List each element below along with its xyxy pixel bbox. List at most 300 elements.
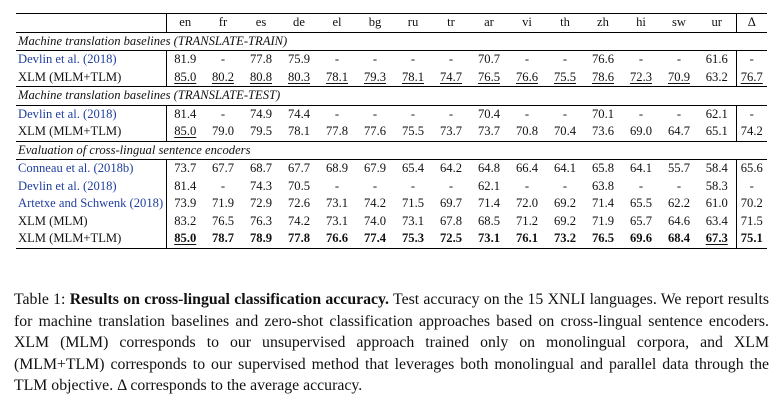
cell-value: 65.7 [629, 213, 653, 228]
cell-value: 76.3 [249, 213, 273, 228]
table-cell [508, 230, 546, 248]
table-cell [318, 51, 356, 69]
cell-value: 69.6 [629, 231, 653, 245]
cell-value: 55.7 [667, 161, 691, 175]
table-cell [204, 51, 242, 69]
cell-value: 73.6 [591, 124, 615, 138]
table-cell [432, 69, 470, 87]
cell-value: 65.1 [705, 124, 728, 138]
cell-value: - [562, 106, 568, 121]
cell-value: 65.4 [401, 161, 425, 175]
cell-value: 65.8 [591, 161, 615, 175]
column-header: th [546, 14, 584, 33]
table-row [16, 213, 767, 231]
table-cell [622, 195, 660, 213]
cell-value: 70.9 [667, 69, 691, 84]
cell-value: 70.4 [477, 106, 501, 121]
table-cell [584, 160, 622, 178]
cell-value: - [638, 52, 644, 66]
table-row [16, 230, 767, 248]
table-cell [242, 195, 280, 213]
cell-value: - [524, 52, 530, 66]
cell-value: 70.8 [515, 124, 539, 138]
cell-value: - [562, 52, 568, 66]
table-cell [736, 195, 767, 213]
table-cell [508, 51, 546, 69]
table-cell [204, 178, 242, 196]
table-cell [394, 51, 432, 69]
table-cell [698, 51, 736, 69]
table-cell [660, 195, 698, 213]
table-cell [622, 230, 660, 248]
table-cell [546, 123, 584, 141]
cell-value: 77.8 [287, 231, 311, 245]
cell-value: 81.4 [174, 106, 197, 121]
table-cell [622, 69, 660, 87]
section-header-row [16, 87, 767, 106]
table-cell [508, 69, 546, 87]
cell-value: 73.1 [477, 231, 501, 245]
table-caption [14, 289, 769, 397]
table-cell [660, 230, 698, 248]
table-cell [736, 213, 767, 231]
cell-value: 74.2 [363, 196, 387, 210]
cell-value: 75.5 [401, 124, 425, 138]
cell-value: 70.4 [553, 124, 577, 138]
table-cell [318, 230, 356, 248]
table-cell [204, 213, 242, 231]
column-header: es [242, 14, 280, 33]
table-cell [584, 213, 622, 231]
cell-value: 80.8 [249, 69, 273, 84]
table-cell [356, 213, 394, 231]
citation-link[interactable]: Devlin et al. (2018) [18, 178, 117, 193]
cell-value: - [220, 106, 226, 121]
table-cell [546, 51, 584, 69]
table-cell [736, 69, 767, 87]
table-cell [660, 123, 698, 141]
table-cell [242, 230, 280, 248]
cell-value: 68.9 [325, 161, 349, 175]
table-cell [622, 105, 660, 123]
cell-value: - [524, 178, 530, 193]
cell-value: 80.2 [211, 69, 235, 84]
table-cell [470, 51, 508, 69]
cell-value: 71.5 [740, 213, 763, 228]
table-cell [356, 195, 394, 213]
cell-value: 72.3 [629, 69, 653, 84]
table-cell [736, 160, 767, 178]
table-cell [546, 178, 584, 196]
cell-value: - [448, 178, 454, 193]
cell-value: - [410, 106, 416, 121]
cell-value: 76.1 [515, 231, 539, 245]
table-cell [584, 195, 622, 213]
cell-value: 70.7 [477, 52, 501, 66]
section-title: Machine translation baselines (TRANSLATE-TEST) [16, 87, 767, 106]
cell-value: 77.6 [363, 124, 387, 138]
table-cell [204, 105, 242, 123]
cell-value: - [334, 106, 340, 121]
table-cell [660, 69, 698, 87]
cell-value: 78.7 [211, 231, 235, 245]
cell-value: 76.5 [211, 213, 235, 228]
cell-value: 71.4 [591, 196, 615, 210]
cell-value: - [676, 52, 682, 66]
column-header: de [280, 14, 318, 33]
cell-value: 67.7 [211, 161, 235, 175]
table-cell [242, 51, 280, 69]
table-cell [432, 123, 470, 141]
table-cell [470, 69, 508, 87]
cell-value: 79.0 [211, 124, 235, 138]
citation-link[interactable]: Devlin et al. (2018) [18, 52, 117, 66]
cell-value: 73.2 [553, 231, 577, 245]
cell-value: 76.6 [515, 69, 539, 84]
column-header: ar [470, 14, 508, 33]
cell-value: 67.7 [287, 161, 311, 175]
cell-value: 62.1 [705, 106, 728, 121]
cell-value: - [334, 52, 340, 66]
table-cell [318, 105, 356, 123]
cell-value: 64.1 [553, 161, 577, 175]
table-cell [546, 230, 584, 248]
table-cell [584, 230, 622, 248]
caption-body: Test accuracy on the 15 XNLI languages. We report results for machine translation baselines and zero-shot classification approaches based on cross-lingual sentence encoders. XLM (MLM) corresponds to our unsupervised approach trained only on monolingual corpora, and XLM (MLM+TLM) corresponds to our supervised method that leverages both monolingual and parallel data through the TLM objective. Δ corresponds to the average accuracy. [14, 291, 770, 395]
citation-link[interactable]: Devlin et al. (2018) [18, 106, 117, 121]
cell-value: - [676, 178, 682, 193]
cell-value: 78.6 [591, 69, 615, 84]
cell-value: 85.0 [174, 231, 197, 245]
results-table [16, 13, 767, 249]
cell-value: 64.7 [667, 124, 691, 138]
table-cell [280, 230, 318, 248]
table-cell [166, 160, 204, 178]
table-cell [318, 123, 356, 141]
table-cell [584, 123, 622, 141]
cell-value: - [372, 178, 378, 193]
cell-value: 77.8 [249, 52, 273, 66]
cell-value: 75.9 [287, 52, 311, 66]
table-cell [736, 51, 767, 69]
table-cell [356, 51, 394, 69]
table-cell [242, 160, 280, 178]
table-cell [280, 105, 318, 123]
table-cell [584, 51, 622, 69]
table-cell [508, 123, 546, 141]
column-header: fr [204, 14, 242, 33]
table-cell [356, 160, 394, 178]
cell-value: - [220, 178, 226, 193]
citation-link[interactable]: Artetxe and Schwenk (2018) [18, 196, 164, 210]
column-header: hi [622, 14, 660, 33]
method-name: XLM (MLM) [18, 213, 88, 228]
cell-value: 78.1 [287, 124, 311, 138]
cell-value: - [410, 52, 416, 66]
cell-value: 63.2 [705, 69, 728, 84]
table-cell [622, 51, 660, 69]
table-cell [166, 213, 204, 231]
cell-value: - [638, 178, 644, 193]
table-cell [356, 69, 394, 87]
table-cell [660, 160, 698, 178]
column-header: vi [508, 14, 546, 33]
table-cell [166, 123, 204, 141]
cell-value: 71.5 [401, 196, 425, 210]
table-cell [546, 105, 584, 123]
table-cell [318, 178, 356, 196]
cell-value: 73.7 [477, 124, 501, 138]
table-cell [698, 123, 736, 141]
section-title: Evaluation of cross-lingual sentence encoders [16, 141, 767, 160]
table-cell [622, 178, 660, 196]
table-cell [546, 160, 584, 178]
table-cell [166, 69, 204, 87]
section-title: Machine translation baselines (TRANSLATE-TRAIN) [16, 32, 767, 51]
table-cell [356, 230, 394, 248]
cell-value: 67.3 [705, 231, 728, 245]
cell-value: - [372, 106, 378, 121]
cell-value: - [676, 106, 682, 121]
table-cell [736, 230, 767, 248]
method-name: XLM (MLM+TLM) [16, 230, 166, 248]
table-cell [470, 230, 508, 248]
cell-value: 74.4 [287, 106, 311, 121]
table-body [16, 32, 767, 248]
cell-value: 66.4 [515, 161, 539, 175]
cell-value: 68.5 [477, 213, 501, 228]
column-header: sw [660, 14, 698, 33]
table-cell [280, 178, 318, 196]
cell-value: - [448, 106, 454, 121]
column-header: el [318, 14, 356, 33]
table-cell [318, 195, 356, 213]
table-cell [432, 213, 470, 231]
cell-value: 68.4 [667, 231, 691, 245]
table-cell [242, 178, 280, 196]
table-cell [698, 69, 736, 87]
table-cell [166, 51, 204, 69]
cell-value: 69.2 [553, 196, 577, 210]
cell-value: 71.9 [591, 213, 615, 228]
cell-value: 64.8 [477, 161, 501, 175]
cell-value: 76.6 [325, 231, 349, 245]
cell-value: 71.2 [515, 213, 539, 228]
column-header: en [166, 14, 204, 33]
cell-value: 83.2 [174, 213, 197, 228]
cell-value: 85.0 [174, 69, 197, 84]
cell-value: 64.6 [667, 213, 691, 228]
table-row [16, 51, 767, 69]
table-cell [280, 213, 318, 231]
table-cell [242, 105, 280, 123]
column-header: zh [584, 14, 622, 33]
cell-value: 58.3 [705, 178, 728, 193]
cell-value: 75.3 [401, 231, 425, 245]
column-header: Δ [736, 14, 767, 33]
column-header: bg [356, 14, 394, 33]
table-cell [470, 178, 508, 196]
cell-value: 75.1 [740, 231, 763, 245]
table-cell [622, 213, 660, 231]
cell-value: 73.1 [325, 196, 349, 210]
cell-value: 74.9 [249, 106, 273, 121]
table-cell [204, 230, 242, 248]
header-row [16, 14, 767, 33]
table-cell [204, 195, 242, 213]
cell-value: 74.2 [287, 213, 311, 228]
table-cell [166, 195, 204, 213]
cell-value: 72.9 [249, 196, 273, 210]
table-cell [470, 213, 508, 231]
method-name: XLM (MLM+TLM) [18, 124, 122, 138]
cell-value: 73.9 [174, 196, 197, 210]
cell-value: 80.3 [287, 69, 311, 84]
cell-value: 73.1 [401, 213, 425, 228]
cell-value: 70.2 [740, 196, 763, 210]
table-cell [508, 178, 546, 196]
cell-value: 74.7 [439, 69, 463, 84]
table-cell [660, 178, 698, 196]
cell-value: - [749, 178, 754, 193]
table-cell [242, 213, 280, 231]
table-cell [280, 195, 318, 213]
section-header-row [16, 141, 767, 160]
table-cell [280, 123, 318, 141]
table-cell [318, 160, 356, 178]
caption-label: Table 1: [14, 291, 66, 308]
citation-link[interactable]: Conneau et al. (2018b) [18, 161, 134, 175]
cell-value: 73.7 [439, 124, 463, 138]
table-cell [166, 105, 204, 123]
cell-value: 64.2 [439, 161, 463, 175]
table-cell [394, 123, 432, 141]
cell-value: - [524, 106, 530, 121]
column-header: ru [394, 14, 432, 33]
cell-value: 79.5 [249, 124, 273, 138]
cell-value: 78.1 [401, 69, 425, 84]
column-header: ur [698, 14, 736, 33]
cell-value: 65.5 [629, 196, 653, 210]
table-cell [318, 213, 356, 231]
cell-value: 73.1 [325, 213, 349, 228]
cell-value: 72.6 [287, 196, 311, 210]
table-cell [280, 51, 318, 69]
table-cell [204, 160, 242, 178]
cell-value: 62.2 [667, 196, 691, 210]
cell-value: 71.9 [211, 196, 235, 210]
cell-value: 77.8 [325, 124, 349, 138]
cell-value: 75.5 [553, 69, 577, 84]
table-cell [356, 105, 394, 123]
cell-value: 72.0 [515, 196, 539, 210]
table-cell [736, 123, 767, 141]
header-method-cell [16, 14, 166, 33]
table-cell [584, 105, 622, 123]
cell-value: - [562, 178, 568, 193]
cell-value: 74.0 [363, 213, 387, 228]
table-row [16, 69, 767, 87]
cell-value: 67.8 [439, 213, 463, 228]
table-cell [508, 195, 546, 213]
cell-value: 85.0 [174, 124, 197, 138]
table-cell [394, 105, 432, 123]
cell-value: - [749, 52, 754, 66]
table-cell [280, 69, 318, 87]
cell-value: - [372, 52, 378, 66]
table-cell [204, 69, 242, 87]
cell-value: 61.0 [705, 196, 728, 210]
table-cell [508, 213, 546, 231]
cell-value: 68.7 [249, 161, 273, 175]
section-header-row [16, 32, 767, 51]
cell-value: 79.3 [363, 69, 387, 84]
table-cell [432, 160, 470, 178]
cell-value: 74.2 [740, 124, 763, 138]
table-cell [736, 178, 767, 196]
cell-value: 78.9 [249, 231, 273, 245]
table-cell [622, 123, 660, 141]
table-cell [470, 123, 508, 141]
cell-value: - [448, 52, 454, 66]
cell-value: - [410, 178, 416, 193]
table-cell [698, 105, 736, 123]
cell-value: 78.1 [325, 69, 349, 84]
column-header: tr [432, 14, 470, 33]
cell-value: 63.8 [591, 178, 615, 193]
table-row [16, 105, 767, 123]
cell-value: 65.6 [740, 161, 763, 175]
cell-value: 71.4 [477, 196, 501, 210]
table-cell [432, 178, 470, 196]
table-cell [356, 178, 394, 196]
table-cell [394, 230, 432, 248]
cell-value: 62.1 [477, 178, 501, 193]
cell-value: 70.5 [287, 178, 311, 193]
table-row [16, 123, 767, 141]
table-cell [736, 105, 767, 123]
table-cell [660, 51, 698, 69]
cell-value: 74.3 [249, 178, 273, 193]
cell-value: 72.5 [439, 231, 463, 245]
cell-value: - [749, 106, 754, 121]
cell-value: 81.4 [174, 178, 197, 193]
table-cell [242, 123, 280, 141]
cell-value: 67.9 [363, 161, 387, 175]
table-cell [660, 105, 698, 123]
table-cell [394, 195, 432, 213]
table-cell [698, 160, 736, 178]
table-row [16, 178, 767, 196]
table-cell [432, 105, 470, 123]
table-cell [508, 160, 546, 178]
cell-value: - [638, 106, 644, 121]
caption-lead: Results on cross-lingual classification accuracy. [69, 291, 390, 308]
table-cell [318, 69, 356, 87]
cell-value: 81.9 [174, 52, 197, 66]
cell-value: 69.7 [439, 196, 463, 210]
cell-value: - [220, 52, 226, 66]
table-cell [508, 105, 546, 123]
cell-value: 73.7 [174, 161, 197, 175]
table-cell [394, 213, 432, 231]
table-cell [432, 230, 470, 248]
table-row [16, 160, 767, 178]
table-cell [698, 195, 736, 213]
table-cell [394, 178, 432, 196]
table-row [16, 195, 767, 213]
table-cell [698, 213, 736, 231]
